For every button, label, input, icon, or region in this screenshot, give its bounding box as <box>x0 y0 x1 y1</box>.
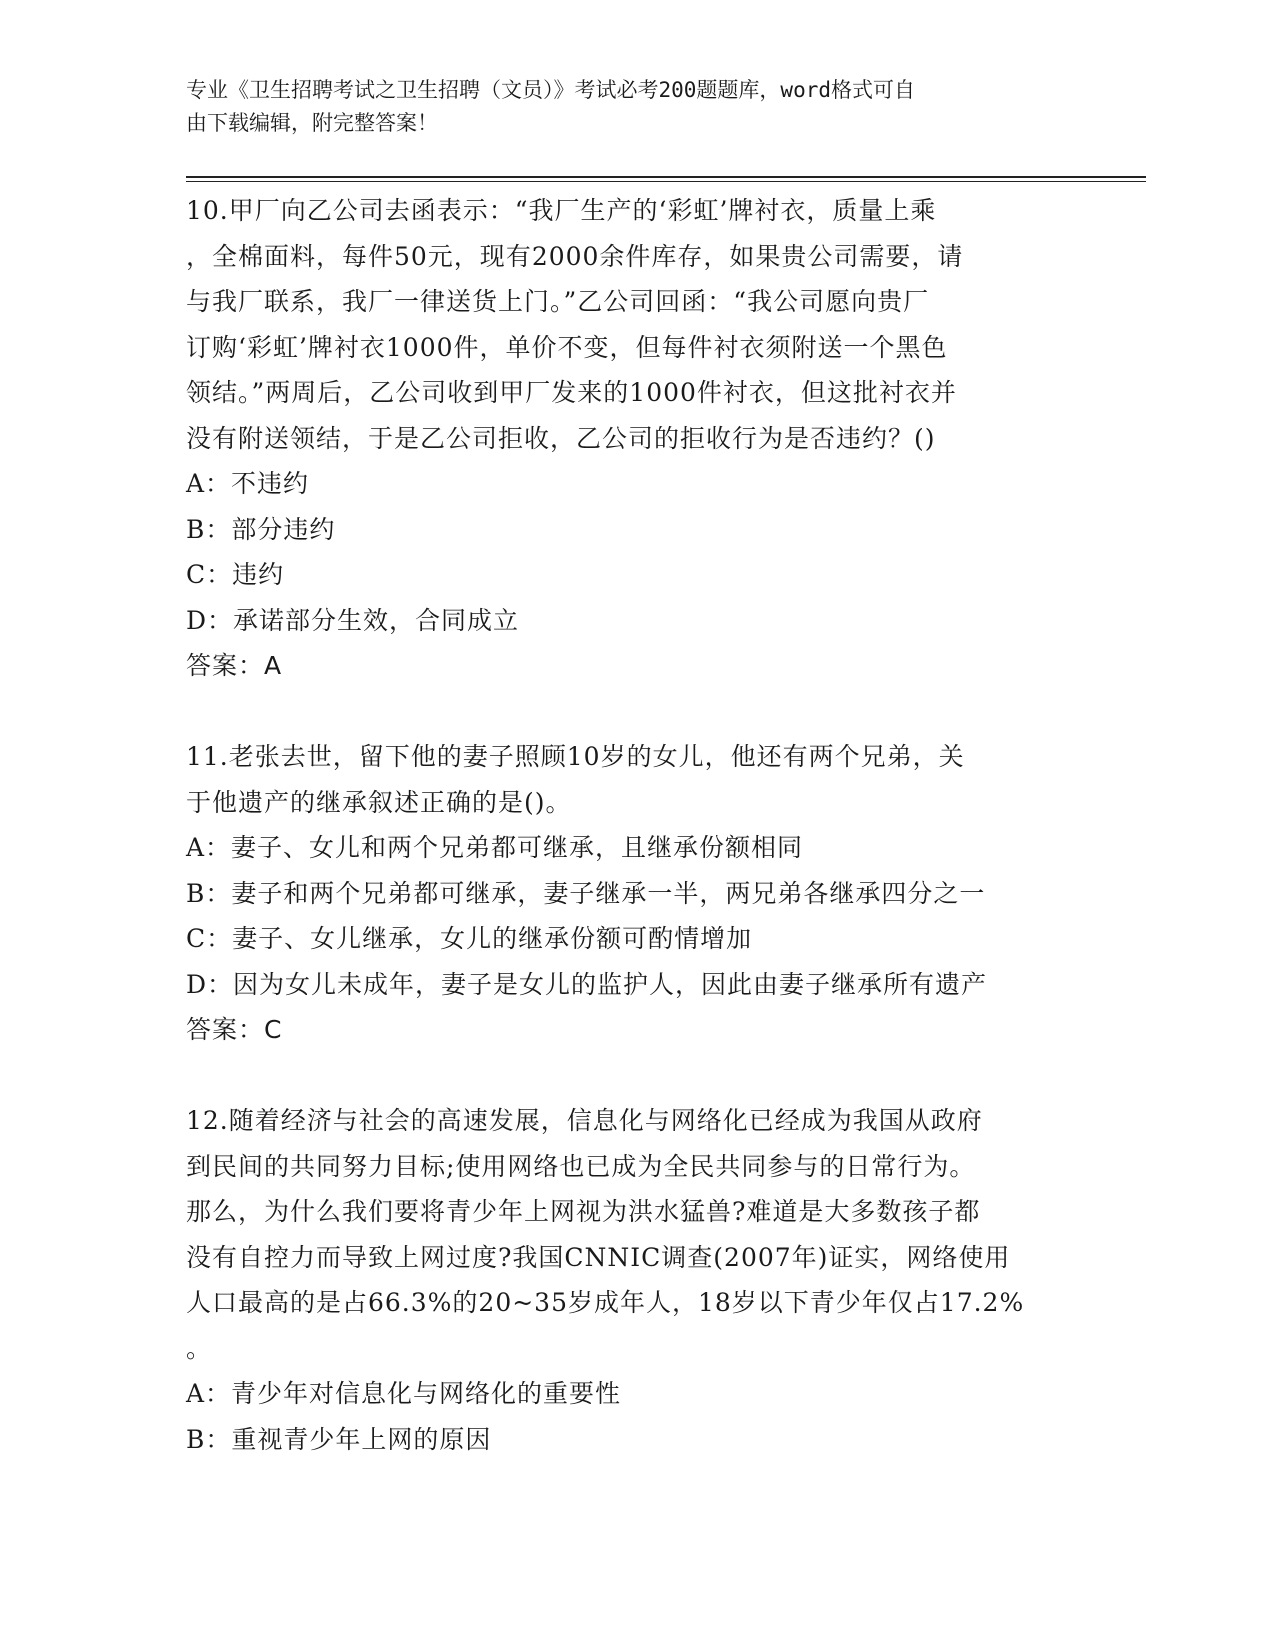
option-d: D：承诺部分生效，合同成立 <box>186 605 520 635</box>
question-11 <box>186 734 1086 1053</box>
option-b: B：部分违约 <box>186 514 336 544</box>
question-text-line: 11.老张去世，留下他的妻子照顾10岁的女儿，他还有两个兄弟，关 <box>186 742 965 771</box>
option-d: D：因为女儿未成年，妻子是女儿的监护人，因此由妻子继承所有遗产 <box>186 969 988 999</box>
question-text-line: ，全棉面料，每件50元，现有2000余件库存，如果贵公司需要，请 <box>186 241 964 271</box>
question-text-line: 到民间的共同努力目标;使用网络也已成为全民共同参与的日常行为。 <box>186 1151 976 1181</box>
option-c: C：妻子、女儿继承，女儿的继承份额可酌情增加 <box>186 924 753 953</box>
option-a: A：不违约 <box>186 469 310 498</box>
question-list <box>186 188 1086 1462</box>
question-text-line: 与我厂联系，我厂一律送货上门。”乙公司回函：“我公司愿向贵厂 <box>186 287 930 316</box>
question-text-line: 人口最高的是占66.3%的20~35岁成年人，18岁以下青少年仅占17.2% <box>186 1288 1025 1317</box>
question-12 <box>186 1098 1086 1462</box>
header-title-line-2: 由下载编辑，附完整答案！ <box>186 111 438 135</box>
header-title-line-1: 专业《卫生招聘考试之卫生招聘（文员）》考试必考200题题库，word格式可自 <box>186 78 915 102</box>
question-spacer <box>186 689 1086 735</box>
question-text-line: 10.甲厂向乙公司去函表示：“我厂生产的‘彩虹’牌衬衣，质量上乘 <box>186 196 937 225</box>
option-c: C：违约 <box>186 560 285 589</box>
header-divider-thin <box>186 181 1146 182</box>
option-a: A：妻子、女儿和两个兄弟都可继承，且继承份额相同 <box>186 833 804 862</box>
option-a: A：青少年对信息化与网络化的重要性 <box>186 1379 622 1408</box>
question-text-line: 领结。”两周后，乙公司收到甲厂发来的1000件衬衣，但这批衬衣并 <box>186 378 957 407</box>
answer-line: 答案：C <box>186 1015 283 1044</box>
question-text-line: 那么，为什么我们要将青少年上网视为洪水猛兽?难道是大多数孩子都 <box>186 1197 981 1226</box>
option-b: B：重视青少年上网的原因 <box>186 1424 492 1454</box>
question-10 <box>186 188 1086 689</box>
answer-line: 答案：A <box>186 651 283 680</box>
document-header <box>186 74 1086 140</box>
question-text-line: 没有附送领结，于是乙公司拒收，乙公司的拒收行为是否违约？() <box>186 423 936 453</box>
question-text-line: 订购‘彩虹’牌衬衣1000件，单价不变，但每件衬衣须附送一个黑色 <box>186 332 948 362</box>
question-text-line: 没有自控力而导致上网过度?我国CNNIC调查(2007年)证实，网络使用 <box>186 1242 1011 1272</box>
question-text-line: 。 <box>186 1333 213 1363</box>
option-b: B：妻子和两个兄弟都可继承，妻子继承一半，两兄弟各继承四分之一 <box>186 878 986 908</box>
question-text-line: 于他遗产的继承叙述正确的是()。 <box>186 787 572 817</box>
question-spacer <box>186 1053 1086 1099</box>
header-divider-thick <box>186 176 1146 178</box>
question-text-line: 12.随着经济与社会的高速发展，信息化与网络化已经成为我国从政府 <box>186 1106 983 1135</box>
